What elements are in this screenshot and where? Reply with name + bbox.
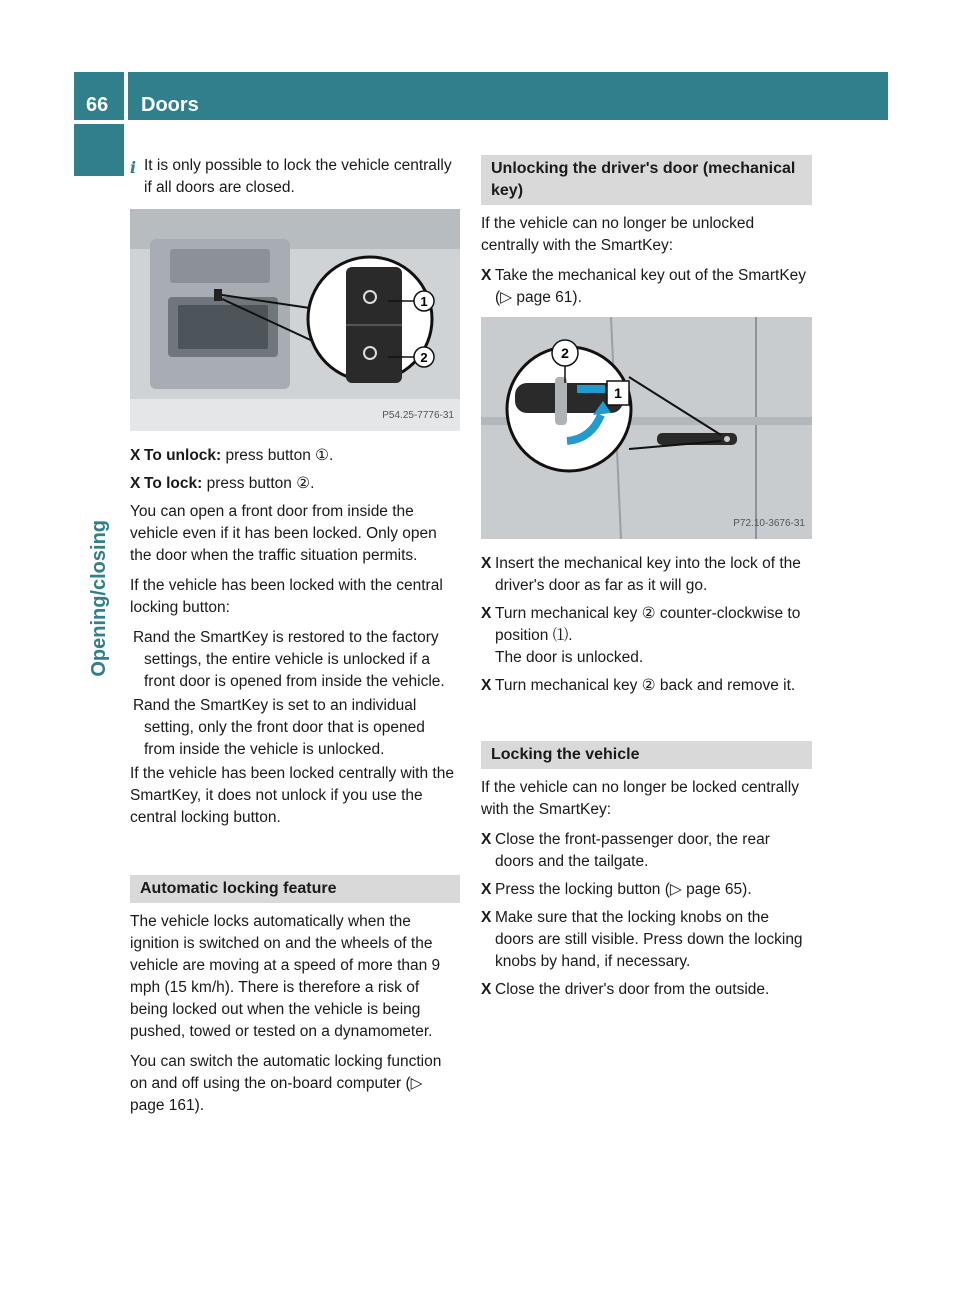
step-marker: X — [130, 447, 141, 464]
paragraph: If the vehicle can no longer be unlocked centrally with the SmartKey: — [481, 215, 755, 254]
right-column — [481, 155, 812, 1007]
step: X Turn mechanical key ② back and remove it. — [481, 675, 812, 697]
step-lock: X To lock: press button ②. — [130, 473, 460, 495]
step: X Insert the mechanical key into the lock of the driver's door as far as it will go. — [481, 555, 801, 594]
paragraph: You can switch the automatic locking function on and off using the on-board computer (▷ page 161). — [130, 1053, 442, 1114]
step: X Take the mechanical key out of the SmartKey (▷ page 61). — [481, 267, 807, 306]
paragraph: If the vehicle has been locked centrally with the SmartKey, it does not unlock if you use the central locking button. — [130, 765, 454, 826]
callout-2: 2 — [561, 345, 569, 361]
step-marker: X — [481, 909, 492, 926]
page-title: Doors — [128, 72, 888, 120]
step-marker: X — [481, 981, 492, 998]
step-unlock: X To unlock: press button ①. — [130, 445, 460, 467]
step-marker: X — [130, 475, 141, 492]
figure-mechanical-key — [481, 317, 811, 539]
callout-1: 1 — [420, 294, 428, 309]
bullet-marker: R — [133, 629, 145, 646]
paragraph: You can open a front door from inside the vehicle even if it has been locked. Only open the door when the traffic situation permits. — [130, 503, 437, 564]
paragraph: If the vehicle has been locked with the central locking button: — [130, 577, 443, 616]
section-heading: Automatic locking feature — [130, 875, 460, 903]
callout-2: 2 — [420, 350, 428, 365]
paragraph: If the vehicle can no longer be locked centrally with the SmartKey: — [481, 779, 799, 818]
bullet-marker: R — [133, 697, 145, 714]
side-tab-block — [74, 124, 124, 176]
side-tab — [84, 520, 114, 860]
info-text: It is only possible to lock the vehicle centrally if all doors are closed. — [144, 157, 452, 196]
step-marker: X — [481, 831, 492, 848]
step: X Make sure that the locking knobs on the doors are still visible. Press down the locking knobs by hand, if necessary. — [481, 909, 803, 970]
section-heading: Unlocking the driver's door (mechanical key) — [481, 155, 812, 205]
paragraph: The vehicle locks automatically when the ignition is switched on and the wheels of the vehicle are moving at a speed of more than 9 mph (15 km/h). There is therefore a risk of being locked out when the vehicle is being pushed, towed or tested on a dynamometer. — [130, 913, 441, 1040]
step: X Turn mechanical key ② counter-clockwise to position ⑴. The door is unlocked. — [481, 605, 801, 666]
info-note — [130, 155, 460, 199]
list-item: R and the SmartKey is set to an individual setting, only the front door that is opened from inside the vehicle is unlocked. — [133, 697, 425, 758]
door-lock-illustration — [481, 317, 812, 539]
figure-code: P72.10-3676-31 — [733, 518, 805, 529]
info-icon: i — [130, 158, 137, 177]
step-marker: X — [481, 555, 492, 572]
section-heading: Locking the vehicle — [481, 741, 812, 769]
page-number: 66 — [74, 72, 124, 120]
step: X Close the driver's door from the outside. — [481, 979, 812, 1001]
step-marker: X — [481, 677, 492, 694]
list-item: R and the SmartKey is restored to the factory settings, the entire vehicle is unlocked if a front door is opened from inside the vehicle. — [133, 629, 445, 690]
step-marker: X — [481, 605, 492, 622]
step: X Press the locking button (▷ page 65). — [481, 879, 812, 901]
figure-central-locking-buttons — [130, 209, 460, 431]
left-column — [130, 155, 460, 1125]
step-marker: X — [481, 267, 492, 284]
step-marker: X — [481, 881, 492, 898]
side-tab-label: Opening/closing — [88, 520, 110, 677]
figure-code: P54.25-7776-31 — [382, 410, 454, 421]
dashboard-illustration — [130, 209, 460, 431]
step: X Close the front-passenger door, the rear doors and the tailgate. — [481, 831, 770, 870]
callout-1: 1 — [614, 385, 622, 401]
